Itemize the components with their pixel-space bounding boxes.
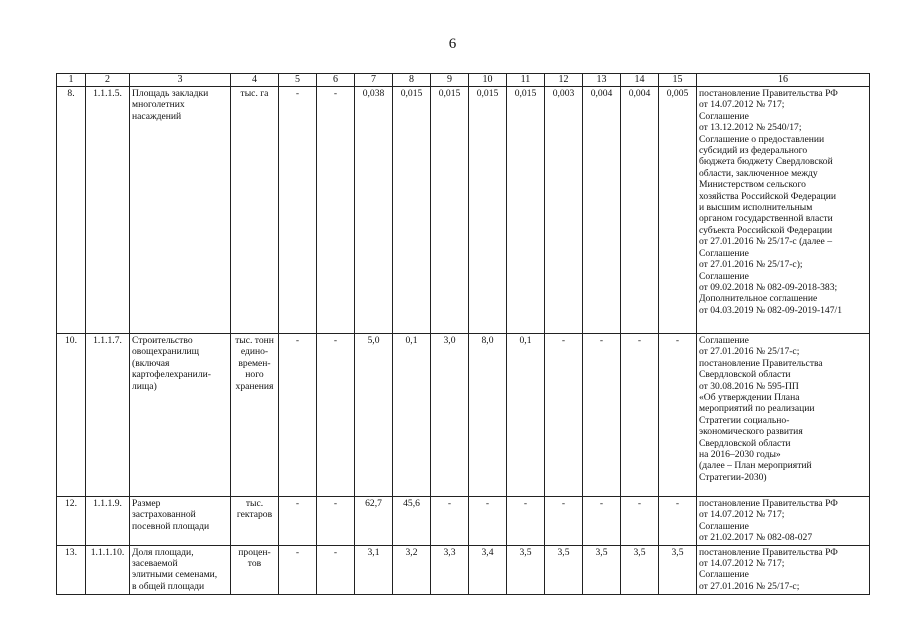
legal-basis-line: «Об утверждении Плана bbox=[699, 392, 800, 404]
indicator-code-cell: 1.1.1.5. bbox=[86, 87, 130, 334]
column-number: 5 bbox=[279, 74, 317, 87]
page-number: 6 bbox=[448, 36, 457, 52]
legal-basis-line: от 13.12.2012 № 2540/17; bbox=[699, 122, 802, 134]
value-cell: 0,015 bbox=[431, 87, 469, 334]
indicator-name-line: застрахованной bbox=[132, 509, 196, 521]
legal-basis-line: от 04.03.2019 № 082-09-2019-147/1 bbox=[699, 304, 842, 316]
column-number: 6 bbox=[317, 74, 355, 87]
indicator-name-line: насаждений bbox=[132, 110, 182, 122]
legal-basis-line: субсидий из федерального bbox=[699, 145, 808, 157]
column-number: 8 bbox=[393, 74, 431, 87]
value-cell: 3,3 bbox=[431, 545, 469, 594]
row-number-cell: 12. bbox=[57, 497, 86, 546]
value-cell: - bbox=[279, 545, 317, 594]
legal-basis-line: мероприятий по реализации bbox=[699, 403, 815, 415]
value-cell: - bbox=[659, 497, 697, 546]
indicator-name-line: Площадь закладки bbox=[132, 88, 209, 99]
legal-basis-line: Свердловской области bbox=[699, 437, 791, 449]
indicator-name-line: лища) bbox=[132, 380, 157, 392]
indicator-name-line: Размер bbox=[132, 498, 161, 509]
value-cell: 62,7 bbox=[355, 497, 393, 546]
indicator-code-cell: 1.1.1.9. bbox=[86, 497, 130, 546]
column-number: 2 bbox=[86, 74, 130, 87]
legal-basis-line: от 27.01.2016 № 25/17-с); bbox=[699, 259, 803, 271]
legal-basis-line: Министерством сельского bbox=[699, 179, 806, 191]
legal-basis-line: от 14.07.2012 № 717; bbox=[699, 99, 785, 111]
unit-cell bbox=[231, 497, 279, 546]
value-cell: - bbox=[317, 87, 355, 334]
legal-basis-line: органом государственной власти bbox=[699, 213, 833, 225]
value-cell: 0,003 bbox=[545, 87, 583, 334]
value-cell: 3,0 bbox=[431, 334, 469, 497]
value-cell: 45,6 bbox=[393, 497, 431, 546]
legal-basis-line: от 27.01.2016 № 25/17-с; bbox=[699, 580, 800, 592]
column-number: 13 bbox=[583, 74, 621, 87]
value-cell: 0,015 bbox=[507, 87, 545, 334]
indicator-name-line: Строительство bbox=[132, 335, 193, 346]
legal-basis-cell bbox=[697, 87, 870, 334]
unit-cell bbox=[231, 87, 279, 334]
column-number: 11 bbox=[507, 74, 545, 87]
value-cell: 3,1 bbox=[355, 545, 393, 594]
indicator-name-line: в общей площади bbox=[132, 580, 205, 592]
indicator-name-cell bbox=[130, 497, 231, 546]
legal-basis-line: от 21.02.2017 № 082-08-027 bbox=[699, 532, 813, 544]
value-cell: 0,015 bbox=[393, 87, 431, 334]
unit-cell bbox=[231, 334, 279, 497]
legal-basis-line: постановление Правительства РФ bbox=[699, 546, 838, 558]
value-cell: - bbox=[279, 87, 317, 334]
indicators-table bbox=[56, 73, 870, 595]
value-cell: - bbox=[583, 497, 621, 546]
legal-basis-line: постановление Правительства РФ bbox=[699, 88, 838, 99]
legal-basis-line: Соглашение bbox=[699, 335, 749, 346]
column-number: 1 bbox=[57, 74, 86, 87]
value-cell: 8,0 bbox=[469, 334, 507, 497]
value-cell: - bbox=[507, 497, 545, 546]
indicator-name-line: засеваемой bbox=[132, 558, 178, 570]
value-cell: 0,1 bbox=[393, 334, 431, 497]
indicator-code-cell: 1.1.1.7. bbox=[86, 334, 130, 497]
value-cell: 3,2 bbox=[393, 545, 431, 594]
table-row bbox=[57, 545, 870, 594]
column-number: 12 bbox=[545, 74, 583, 87]
value-cell: 0,038 bbox=[355, 87, 393, 334]
legal-basis-line: области, заключенное между bbox=[699, 167, 818, 179]
value-cell: 0,015 bbox=[469, 87, 507, 334]
legal-basis-line: хозяйства Российской Федерации bbox=[699, 190, 837, 202]
legal-basis-line: субъекта Российской Федерации bbox=[699, 224, 833, 236]
legal-basis-line: Соглашение bbox=[699, 569, 749, 581]
legal-basis-line: Дополнительное соглашение bbox=[699, 293, 818, 305]
unit-cell bbox=[231, 545, 279, 594]
indicator-code-cell: 1.1.1.10. bbox=[86, 545, 130, 594]
indicator-name-line: Доля площади, bbox=[132, 546, 194, 558]
value-cell: 3,5 bbox=[545, 545, 583, 594]
row-number-cell: 13. bbox=[57, 545, 86, 594]
column-number-row bbox=[57, 74, 870, 87]
value-cell: 3,5 bbox=[621, 545, 659, 594]
value-cell: - bbox=[659, 334, 697, 497]
unit-line: тов bbox=[247, 558, 262, 570]
indicator-name-line: картофелехранили- bbox=[132, 369, 211, 381]
column-number: 10 bbox=[469, 74, 507, 87]
value-cell: - bbox=[621, 497, 659, 546]
indicator-name-cell bbox=[130, 545, 231, 594]
indicator-name-cell bbox=[130, 87, 231, 334]
value-cell: - bbox=[469, 497, 507, 546]
legal-basis-line: от 14.07.2012 № 717; bbox=[699, 558, 785, 570]
legal-basis-line: от 30.08.2016 № 595-ПП bbox=[699, 380, 799, 392]
value-cell: - bbox=[279, 497, 317, 546]
unit-line: тыс. га bbox=[240, 88, 269, 99]
indicator-name-line: посевной площади bbox=[132, 520, 210, 532]
value-cell: - bbox=[583, 334, 621, 497]
legal-basis-cell bbox=[697, 334, 870, 497]
column-number: 7 bbox=[355, 74, 393, 87]
unit-line: хранения bbox=[235, 380, 274, 392]
legal-basis-line: и высшим исполнительным bbox=[699, 202, 813, 214]
value-cell: - bbox=[545, 334, 583, 497]
column-number: 4 bbox=[231, 74, 279, 87]
unit-line: тыс. bbox=[245, 498, 264, 509]
legal-basis-cell bbox=[697, 545, 870, 594]
legal-basis-line: Соглашение о предоставлении bbox=[699, 133, 825, 145]
row-number-cell: 8. bbox=[57, 87, 86, 334]
column-number: 3 bbox=[130, 74, 231, 87]
legal-basis-line: Соглашение bbox=[699, 520, 749, 532]
value-cell: 3,4 bbox=[469, 545, 507, 594]
value-cell: - bbox=[317, 334, 355, 497]
value-cell: - bbox=[431, 497, 469, 546]
indicator-name-line: многолетних bbox=[132, 99, 185, 111]
value-cell: 0,1 bbox=[507, 334, 545, 497]
value-cell: - bbox=[317, 497, 355, 546]
value-cell: 0,005 bbox=[659, 87, 697, 334]
table-row bbox=[57, 87, 870, 334]
legal-basis-line: постановление Правительства bbox=[699, 357, 823, 369]
table-row bbox=[57, 497, 870, 546]
unit-line: времен- bbox=[238, 357, 271, 369]
unit-line: тыс. тонн bbox=[235, 335, 274, 346]
legal-basis-line: от 27.01.2016 № 25/17-с; bbox=[699, 346, 800, 358]
value-cell: - bbox=[279, 334, 317, 497]
legal-basis-cell bbox=[697, 497, 870, 546]
legal-basis-line: Соглашение bbox=[699, 270, 749, 282]
unit-line: процен- bbox=[238, 546, 271, 558]
legal-basis-line: экономического развития bbox=[699, 426, 803, 438]
indicator-name-line: овощехранилищ bbox=[132, 346, 200, 358]
legal-basis-line: от 09.02.2018 № 082-09-2018-383; bbox=[699, 281, 838, 293]
column-number: 14 bbox=[621, 74, 659, 87]
value-cell: - bbox=[317, 545, 355, 594]
unit-line: едино- bbox=[240, 346, 269, 358]
unit-line: гектаров bbox=[236, 509, 273, 521]
table-row bbox=[57, 334, 870, 497]
value-cell: - bbox=[545, 497, 583, 546]
indicator-name-line: элитными семенами, bbox=[132, 569, 218, 581]
unit-line: ного bbox=[245, 369, 264, 381]
value-cell: 3,5 bbox=[583, 545, 621, 594]
value-cell: 0,004 bbox=[621, 87, 659, 334]
legal-basis-line: (далее – План мероприятий bbox=[699, 460, 812, 472]
indicator-name-line: (включая bbox=[132, 357, 170, 369]
legal-basis-line: на 2016–2030 годы» bbox=[699, 449, 781, 461]
column-number: 9 bbox=[431, 74, 469, 87]
legal-basis-line: Соглашение bbox=[699, 247, 749, 259]
column-number: 15 bbox=[659, 74, 697, 87]
legal-basis-line: Стратегии-2030) bbox=[699, 471, 767, 483]
legal-basis-line: постановление Правительства РФ bbox=[699, 498, 838, 509]
legal-basis-line: бюджета бюджету Свердловской bbox=[699, 156, 833, 168]
legal-basis-line: Стратегии социально- bbox=[699, 414, 790, 426]
row-number-cell: 10. bbox=[57, 334, 86, 497]
value-cell: 5,0 bbox=[355, 334, 393, 497]
legal-basis-line: Свердловской области bbox=[699, 369, 791, 381]
value-cell: 3,5 bbox=[659, 545, 697, 594]
value-cell: - bbox=[621, 334, 659, 497]
column-number: 16 bbox=[697, 74, 870, 87]
legal-basis-line: Соглашение bbox=[699, 110, 749, 122]
legal-basis-line: от 27.01.2016 № 25/17-с (далее – bbox=[699, 236, 833, 248]
indicator-name-cell bbox=[130, 334, 231, 497]
legal-basis-line: от 14.07.2012 № 717; bbox=[699, 509, 785, 521]
value-cell: 0,004 bbox=[583, 87, 621, 334]
value-cell: 3,5 bbox=[507, 545, 545, 594]
